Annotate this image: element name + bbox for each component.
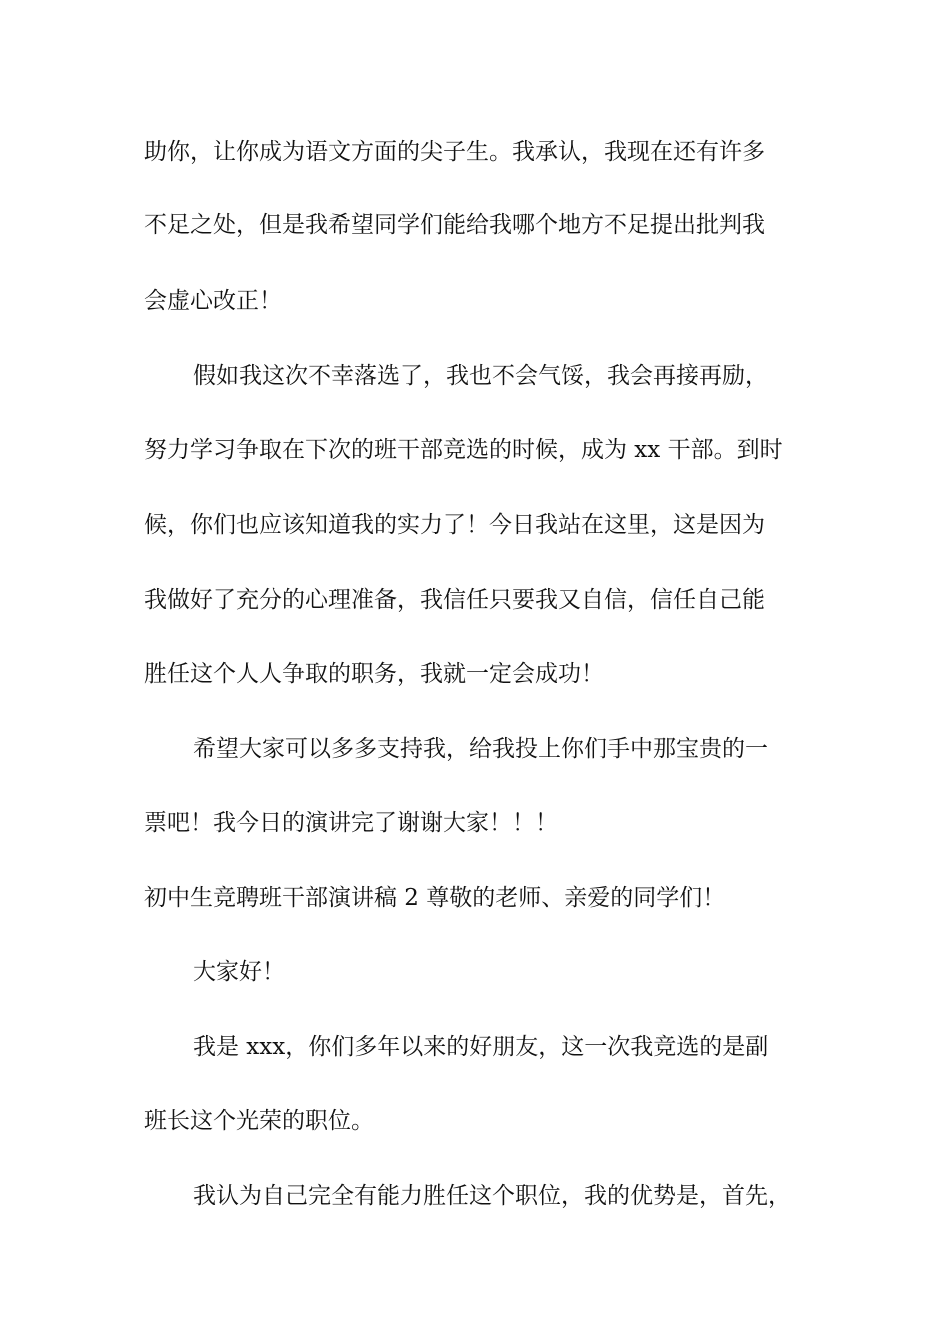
greeting-line: 大家好！	[193, 959, 285, 985]
text-line: 我做好了充分的心理准备，我信任只要我又自信，信任自己能	[144, 587, 765, 613]
paragraph-first-line: 希望大家可以多多支持我，给我投上你们手中那宝贵的一	[193, 736, 768, 762]
paragraph-first-line: 我是 xxx，你们多年以来的好朋友，这一次我竞选的是副	[193, 1034, 769, 1060]
paragraph-first-line: 假如我这次不幸落选了，我也不会气馁，我会再接再励，	[193, 363, 768, 389]
section-heading: 初中生竞聘班干部演讲稿 2 尊敬的老师、亲爱的同学们！	[144, 885, 726, 911]
text-line: 候，你们也应该知道我的实力了！今日我站在这里，这是因为	[144, 512, 765, 538]
text-line: 不足之处，但是我希望同学们能给我哪个地方不足提出批判我	[144, 212, 765, 238]
text-line: 努力学习争取在下次的班干部竞选的时候，成为 xx 干部。到时	[144, 437, 783, 463]
text-line: 会虚心改正！	[144, 288, 282, 314]
text-line: 班长这个光荣的职位。	[144, 1108, 374, 1134]
text-line: 胜任这个人人争取的职务，我就一定会成功！	[144, 661, 604, 687]
text-line: 助你，让你成为语文方面的尖子生。我承认，我现在还有许多	[144, 139, 765, 165]
paragraph-first-line: 我认为自己完全有能力胜任这个职位，我的优势是，首先，	[193, 1183, 791, 1209]
text-line: 票吧！我今日的演讲完了谢谢大家！！！	[144, 810, 558, 836]
